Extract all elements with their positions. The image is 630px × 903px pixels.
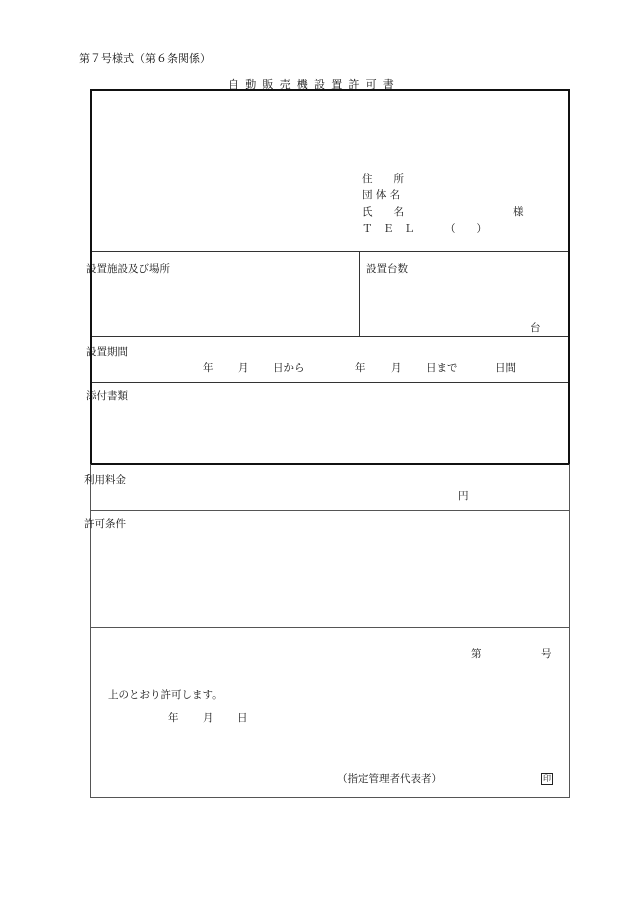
unit-count-label: 設置台数 xyxy=(366,263,408,275)
tel-parens: （ ） xyxy=(445,223,487,235)
seal-icon: 印 xyxy=(543,774,551,783)
seal-mark xyxy=(541,772,553,785)
fee-label: 利用料金 xyxy=(84,474,126,486)
permit-statement: 上のとおり許可します。 xyxy=(108,689,223,701)
divider xyxy=(92,251,568,252)
column-divider xyxy=(359,251,360,336)
divider xyxy=(91,510,569,511)
divider xyxy=(92,382,568,383)
permit-number-suffix: 号 xyxy=(541,648,552,660)
period-days: 日間 xyxy=(495,362,516,374)
unit-count-unit: 台 xyxy=(530,322,541,334)
conditions-label: 許可条件 xyxy=(84,518,126,530)
representative-label: （指定管理者代表者） xyxy=(337,773,442,785)
period-label: 設置期間 xyxy=(86,346,128,358)
attachments-label: 添付書類 xyxy=(86,390,128,402)
divider xyxy=(92,336,568,337)
address-label: 住 所 xyxy=(362,173,404,185)
divider xyxy=(91,627,569,628)
permit-date-day: 日 xyxy=(237,712,248,724)
fee-unit: 円 xyxy=(458,490,469,502)
group-name-label: 団 体 名 xyxy=(362,189,401,201)
period-year-until: 年 xyxy=(355,362,366,374)
document-title: 自動販売機設置許可書 xyxy=(228,78,400,91)
period-day-until: 日まで xyxy=(426,362,458,374)
form-number: 第７号様式（第６条関係） xyxy=(79,52,211,65)
permit-date-month: 月 xyxy=(203,712,214,724)
period-month-until: 月 xyxy=(391,362,402,374)
permit-number-prefix: 第 xyxy=(471,648,482,660)
period-month-from: 月 xyxy=(238,362,249,374)
tel-label: Ｔ Ｅ Ｌ xyxy=(362,223,415,235)
period-year-from: 年 xyxy=(203,362,214,374)
permit-section xyxy=(84,464,570,798)
application-section xyxy=(86,89,570,465)
permit-date-year: 年 xyxy=(168,712,179,724)
name-label: 氏 名 xyxy=(362,206,404,218)
honorific-sama: 様 xyxy=(513,206,524,218)
location-label: 設置施設及び場所 xyxy=(86,263,170,275)
period-day-from: 日から xyxy=(273,362,305,374)
